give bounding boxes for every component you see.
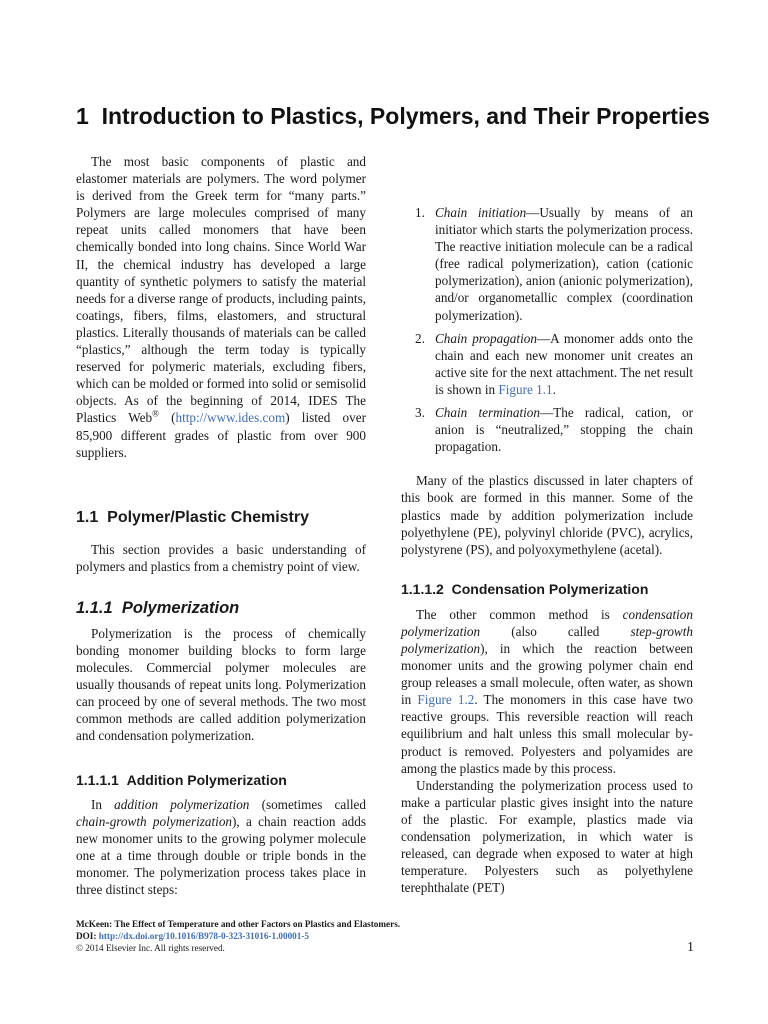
condensation-insight-paragraph: Understanding the polymerization process used to make a particular plastic gives insight into the nature of the plastic. For example, plastics made via condensation polymerization, in which water is released, can degrade when exposed to water at high temperature. Polyesters such as polyethylene terephthalate (PET) [401,777,693,896]
section-heading-1-1-1-1: 1.1.1.1 Addition Polymerization [76,771,287,788]
copyright: © 2014 Elsevier Inc. All rights reserved. [76,943,225,953]
step-item: 2. Chain propagation—A monomer adds onto the chain and each new monomer unit creates an active site for the next attachment. The net result is shown in Figure 1.1. [415,330,693,397]
section-heading-1-1-1-2: 1.1.1.2 Condensation Polymerization [401,580,649,597]
step-item: 3. Chain termination—The radical, cation, or anion is “neutralized,” stopping the chain propagation. [415,405,693,455]
figure-1-1-link[interactable]: Figure 1.1 [498,381,553,397]
doi-link[interactable]: http://dx.doi.org/10.1016/B978-0-323-31016-1.00001-5 [98,931,310,941]
continued-spacer [401,153,693,204]
addition-examples-paragraph: Many of the plastics discussed in later chapters of this book are formed in this manner. Some of the plastics made by addition polymerization include polyethylene (PE), polyvinyl chloride (PVC), acrylics, polystyrene (PS), and polyoxymethylene (acetal). [401,473,693,557]
right-column [401,153,693,896]
ides-link[interactable]: http://www.ides.com [175,410,286,426]
addition-polymerization-paragraph: In addition polymerization (sometimes called chain-growth polymerization), a chain reaction adds new monomer units to the growing polymer molecule one at a time through double or triple bonds in the monomer. The polymerization process takes place in three distinct steps: [76,796,366,897]
citation: McKeen: The Effect of Temperature and other Factors on Plastics and Elastomers. [76,919,401,929]
condensation-paragraph: The other common method is condensation polymerization (also called step-growth polymerization), in which the reaction between monomer units and the growing polymer chain end group releases a small molecule, often water, as shown in Figure 1.2. The monomers in this case have two reactive groups. This reversible reaction will reach equilibrium and halt unless this small molecular by-product is removed. Polyesters and polyamides are among the plastics made by this process. [401,606,693,776]
section-heading-1-1-1: 1.1.1 Polymerization [76,598,240,617]
chapter-title [76,101,710,131]
polymerization-paragraph: Polymerization is the process of chemically bonding monomer building blocks to form large molecules. Commercial polymer molecules are usually thousands of repeat units long. Polymerization can proceed by one of several methods. The two most common methods are called addition polymerization and condensation polymerization. [76,625,366,744]
intro-paragraph: The most basic components of plastic and elastomer materials are polymers. The word polymer is derived from the Greek term for “many parts.” Polymers are large molecules comprised of many repeat units called monomers that have been chemically bonded into long chains. Since World War II, the chemical industry has developed a large quantity of synthetic polymers to satisfy the material needs for a diverse range of products, including paints, coatings, fibers, films, elastomers, and structural plastics. Literally thousands of materials can be called “plastics,” although the term today is typically reserved for polymeric materials, excluding fibers, which can be molded or formed into solid or semisolid objects. As of the beginning of 2014, IDES The Plastics Web® (http://www.ides.com) listed over 85,900 different grades of plastic from over 900 suppliers. [76,154,366,460]
left-column [76,153,366,898]
figure-1-2-link[interactable]: Figure 1.2 [417,692,475,708]
section-heading-1-1: 1.1 Polymer/Plastic Chemistry [76,508,310,526]
polymerization-steps [401,204,693,455]
chapter-number: 1 [76,103,89,129]
chapter-title-text: Introduction to Plastics, Polymers, and Their Properties [101,103,710,129]
page-footer [76,918,693,954]
doi-line: DOI: http://dx.doi.org/10.1016/B978-0-323-31016-1.00001-5 [76,931,310,941]
section-1-1-paragraph: This section provides a basic understanding of polymers and plastics from a chemistry point of view. [76,541,366,574]
page-number: 1 [687,940,694,955]
step-item: 1. Chain initiation—Usually by means of an initiator which starts the polymerization process. The reactive initiation molecule can be a radical (free radical polymerization), cation (cationic polymerization), anion (anionic polymerization), and/or organometallic complex (coordination polymerization). [415,205,693,323]
